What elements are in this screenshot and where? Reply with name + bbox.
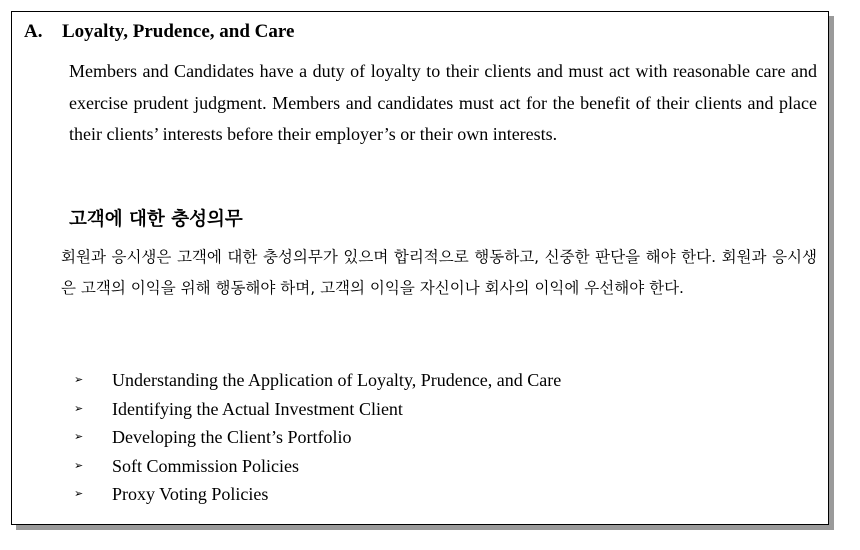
korean-paragraph: 회원과 응시생은 고객에 대한 충성의무가 있으며 합리적으로 행동하고, 신중한 판단을 해야 한다. 회원과 응시생은 고객의 이익을 위해 행동해야 하며, 고객의 이익을 자신이나 회사의 이익에 우선해야 한다. [61,248,817,297]
topic-label: Soft Commission Policies [112,455,300,476]
arrow-bullet-icon: ➢ [74,431,84,443]
topic-label: Developing the Client’s Portfolio [112,427,352,447]
topic-label: Understanding the Application of Loyalty, Prudence, and Care [112,370,562,390]
list-item [74,423,561,452]
arrow-bullet-icon: ➢ [74,488,84,500]
list-item [74,395,561,424]
list-item [74,366,561,395]
section-number: A. [24,21,43,42]
arrow-bullet-icon: ➢ [74,459,84,472]
section-heading [24,18,294,46]
arrow-bullet-icon: ➢ [74,374,84,386]
korean-title: 고객에 대한 충성의무 [69,209,243,230]
list-item [74,452,561,481]
topic-label: Proxy Voting Policies [112,484,269,504]
english-paragraph: Members and Candidates have a duty of loyalty to their clients and must act with reasonable care and exercise prudent judgment. Members and candidates must act for the benefit of their clients and place their clients’ interests before their employer’s or their own interests. [69,61,817,144]
list-item [74,480,561,509]
topic-list [74,366,561,509]
arrow-bullet-icon: ➢ [74,402,84,415]
standard-box [11,11,829,525]
topic-label: Identifying the Actual Investment Client [112,398,403,419]
section-title: Loyalty, Prudence, and Care [62,21,295,42]
